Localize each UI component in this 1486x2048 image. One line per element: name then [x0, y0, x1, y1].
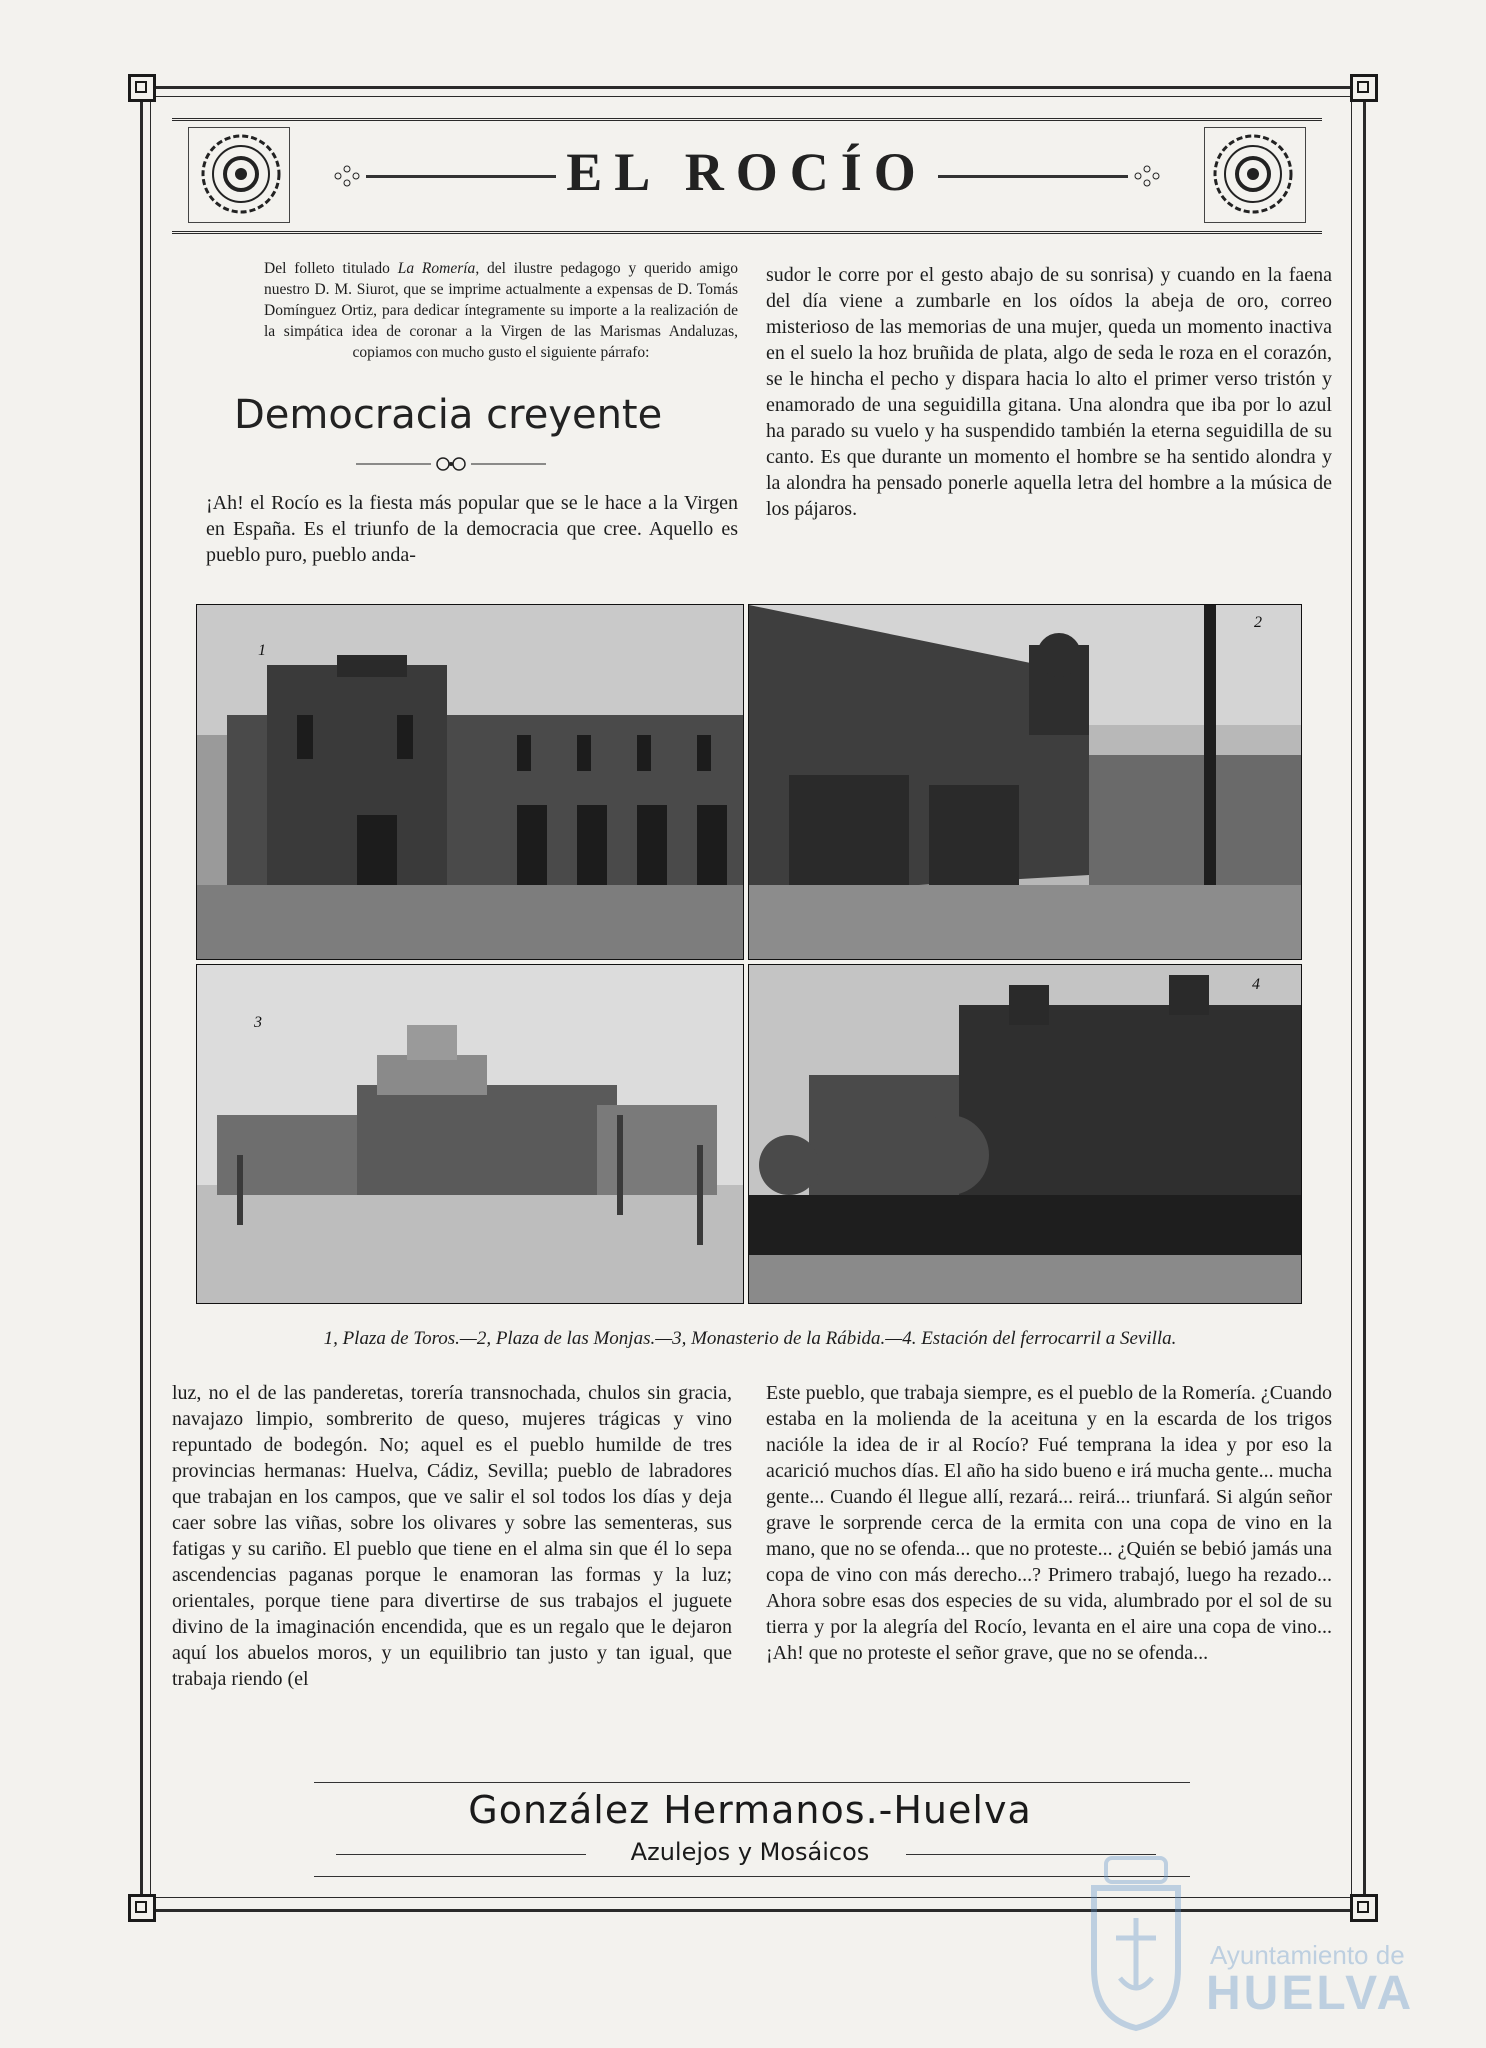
- photo-grid: [196, 604, 1302, 1304]
- advert-rule: [314, 1876, 1190, 1877]
- corner-ornament: [1350, 74, 1378, 102]
- watermark-line: Ayuntamiento de: [1210, 1940, 1405, 1970]
- photo-monasterio-de-la-rabida: [196, 964, 744, 1304]
- advert-rule: [314, 1782, 1190, 1783]
- masthead: [172, 118, 1322, 234]
- intro-text: Del folleto titulado: [264, 260, 398, 277]
- photo-caption: 1, Plaza de Toros.—2, Plaza de las Monjas.—3, Monasterio de la Rábida.—4. Estación del ferrocarril a Sevilla.: [323, 1328, 1177, 1349]
- photo-plaza-de-las-monjas: [748, 604, 1302, 960]
- intro-booktitle: La Romería: [397, 260, 476, 277]
- advert-name: González Hermanos.-Huelva: [468, 1788, 1032, 1832]
- article-column: ¡Ah! el Rocío es la fiesta más popular que se le hace a la Virgen en España. Es el triunfo de la democracia que cree. Aquello es pueblo puro, pueblo anda-: [206, 492, 738, 566]
- divider-ornament-icon: [356, 452, 546, 476]
- photo-number: 4: [1252, 976, 1260, 993]
- photo-plaza-de-toros: [196, 604, 744, 960]
- photo-number: 3: [254, 1014, 262, 1031]
- article-column: sudor le corre por el gesto abajo de su sonrisa) y cuando en la faena del día viene a zumbarle en los oídos la abeja de oro, correo misterioso de las memorias de una mujer, queda un momento inactiva en el suelo la hoz bruñida de plata, algo de seda le roza en el corazón, se le hincha el pecho y dispara hacia lo alto el primer verso tristón y enamorado de una seguidilla gitana. Una alondra que iba por lo azul ha parado su vuelo y ha suspendido también la eterna seguidilla de su canto. Es que durante un momento el hombre se ha sentido alondra y la alondra ha pensado ponerle aquella letra del hombre a la música de los pájaros.: [766, 264, 1332, 520]
- photo-number: 1: [258, 642, 266, 659]
- photo-number: 2: [1254, 614, 1262, 631]
- corner-ornament: [128, 1894, 156, 1922]
- article-heading: Democracia creyente: [234, 392, 663, 438]
- photo-estacion-ferrocarril: [748, 964, 1302, 1304]
- masthead-title: EL ROCÍO: [566, 142, 928, 202]
- article-column: Este pueblo, que trabaja siempre, es el pueblo de la Romería. ¿Cuando estaba en la molienda de la aceituna y en la escarda de los trigos nacióle la idea de ir al Rocío? Fué temprana la idea y por eso la acarició muchos días. El año ha sido bueno e irá mucha gente... mucha gente... Cuando él llegue allí, rezará... reirá... triunfará. Si algún señor grave le sorprende cerca de la ermita con una copa de vino en la mano, que no se ofenda... que no proteste... ¿Quién se bebió jamás una copa de vino con más derecho...? Primero trabajó, luego ha rezado... Ahora sobre esas dos especies de su vida, alumbrado por el sol de su tierra y por la alegría del Rocío, levanta en el aire una copa de vino... ¡Ah! que no proteste el señor grave, que no se ofenda...: [766, 1382, 1332, 1664]
- watermark: [1076, 1848, 1415, 2038]
- advert-subtitle: Azulejos y Mosáicos: [630, 1838, 870, 1866]
- intro-text: , del ilustre pedagogo y querido amigo nuestro D. M. Siurot, que se imprime actualmente a expensas de D. Tomás Domínguez Ortiz, para dedicar íntegramente su importe a la realización de la simpática idea de coronar a la Virgen de las Marismas Andaluzas, copiamos con mucho gusto el siguiente párrafo:: [264, 260, 738, 361]
- article-column: luz, no el de las panderetas, torería transnochada, chulos sin gracia, navajazo limpio, sombrerito de queso, mujeres trágicas y vino repuntado de bodegón. No; aquel es el pueblo humilde de tres provincias hermanas: Huelva, Cádiz, Sevilla; pueblo de labradores que trabajan en los campos, que ve salir el sol todos los días y deja caer sobre las viñas, sobre los olivares y sobre las sementeras, sus fatigas y su cariño. El pueblo que tiene en el alma sin que él lo sepa ascendencias paganas porque le enamoran las formas y la luz; orientales, porque tiene para divertirse de sus trabajos el juguete divino de la imaginación encendida, que es un regalo que le dejaron aquí los abuelos moros, y un equilibrio tan justo y tan igual, que trabaja riendo (el: [172, 1382, 732, 1690]
- city-crest-icon: [1076, 1848, 1196, 2038]
- corner-ornament: [128, 74, 156, 102]
- watermark-line: HUELVA: [1206, 1967, 1415, 2020]
- intro-note: [264, 258, 738, 363]
